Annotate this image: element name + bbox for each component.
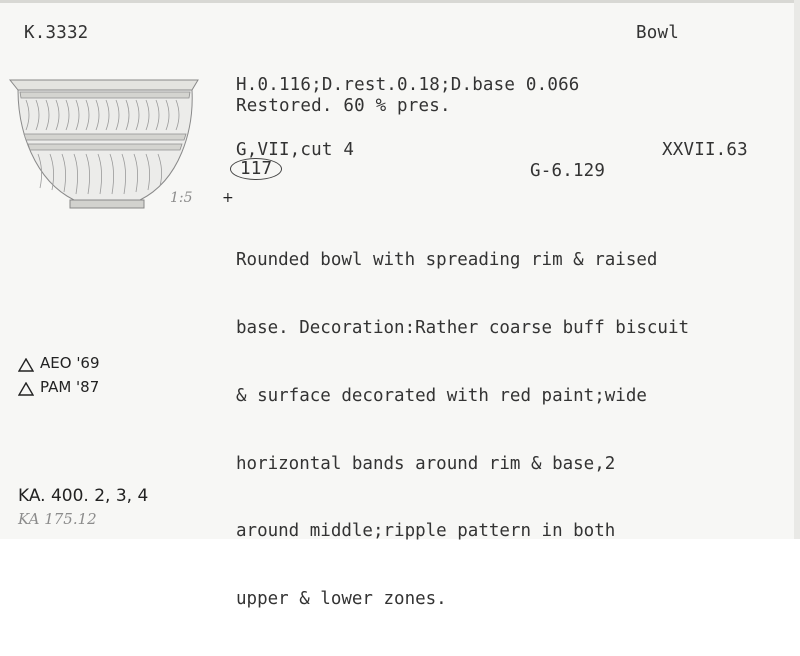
- annotation-aeo: AEO '69: [40, 354, 100, 372]
- context: G,VII,cut 4: [236, 140, 355, 160]
- triangle-icon: [18, 382, 34, 396]
- description-line: & surface decorated with red paint;wide: [236, 385, 647, 406]
- object-type: Bowl: [636, 23, 679, 43]
- description-line: around middle;ripple pattern in both: [236, 521, 616, 542]
- circled-number: 117: [240, 159, 273, 179]
- description-line: upper & lower zones.: [236, 589, 447, 610]
- card-top-edge: [0, 0, 800, 3]
- description-line: horizontal bands around rim & base,2: [236, 453, 616, 474]
- plus-mark: +: [222, 190, 234, 206]
- date-code: XXVII.63: [662, 140, 748, 160]
- annotation-pam: PAM '87: [40, 378, 100, 396]
- dimensions: H.0.116;D.rest.0.18;D.base 0.066: [236, 75, 580, 95]
- grid-reference: G-6.129: [530, 161, 606, 181]
- catalog-number: K.3332: [24, 23, 89, 43]
- description-line: Rounded bowl with spreading rim & raised: [236, 250, 658, 271]
- scale-note: 1:5: [170, 190, 193, 206]
- condition: Restored. 60 % pres.: [236, 96, 451, 116]
- bowl-drawing-icon: [4, 70, 204, 210]
- ka-reference-faint: KA 175.12: [18, 510, 97, 528]
- triangle-icon: [18, 358, 34, 372]
- card-right-edge: [794, 0, 800, 539]
- description-line: base. Decoration:Rather coarse buff biscuit: [236, 317, 690, 338]
- description: [236, 204, 689, 656]
- ka-reference: KA. 400. 2, 3, 4: [18, 486, 149, 506]
